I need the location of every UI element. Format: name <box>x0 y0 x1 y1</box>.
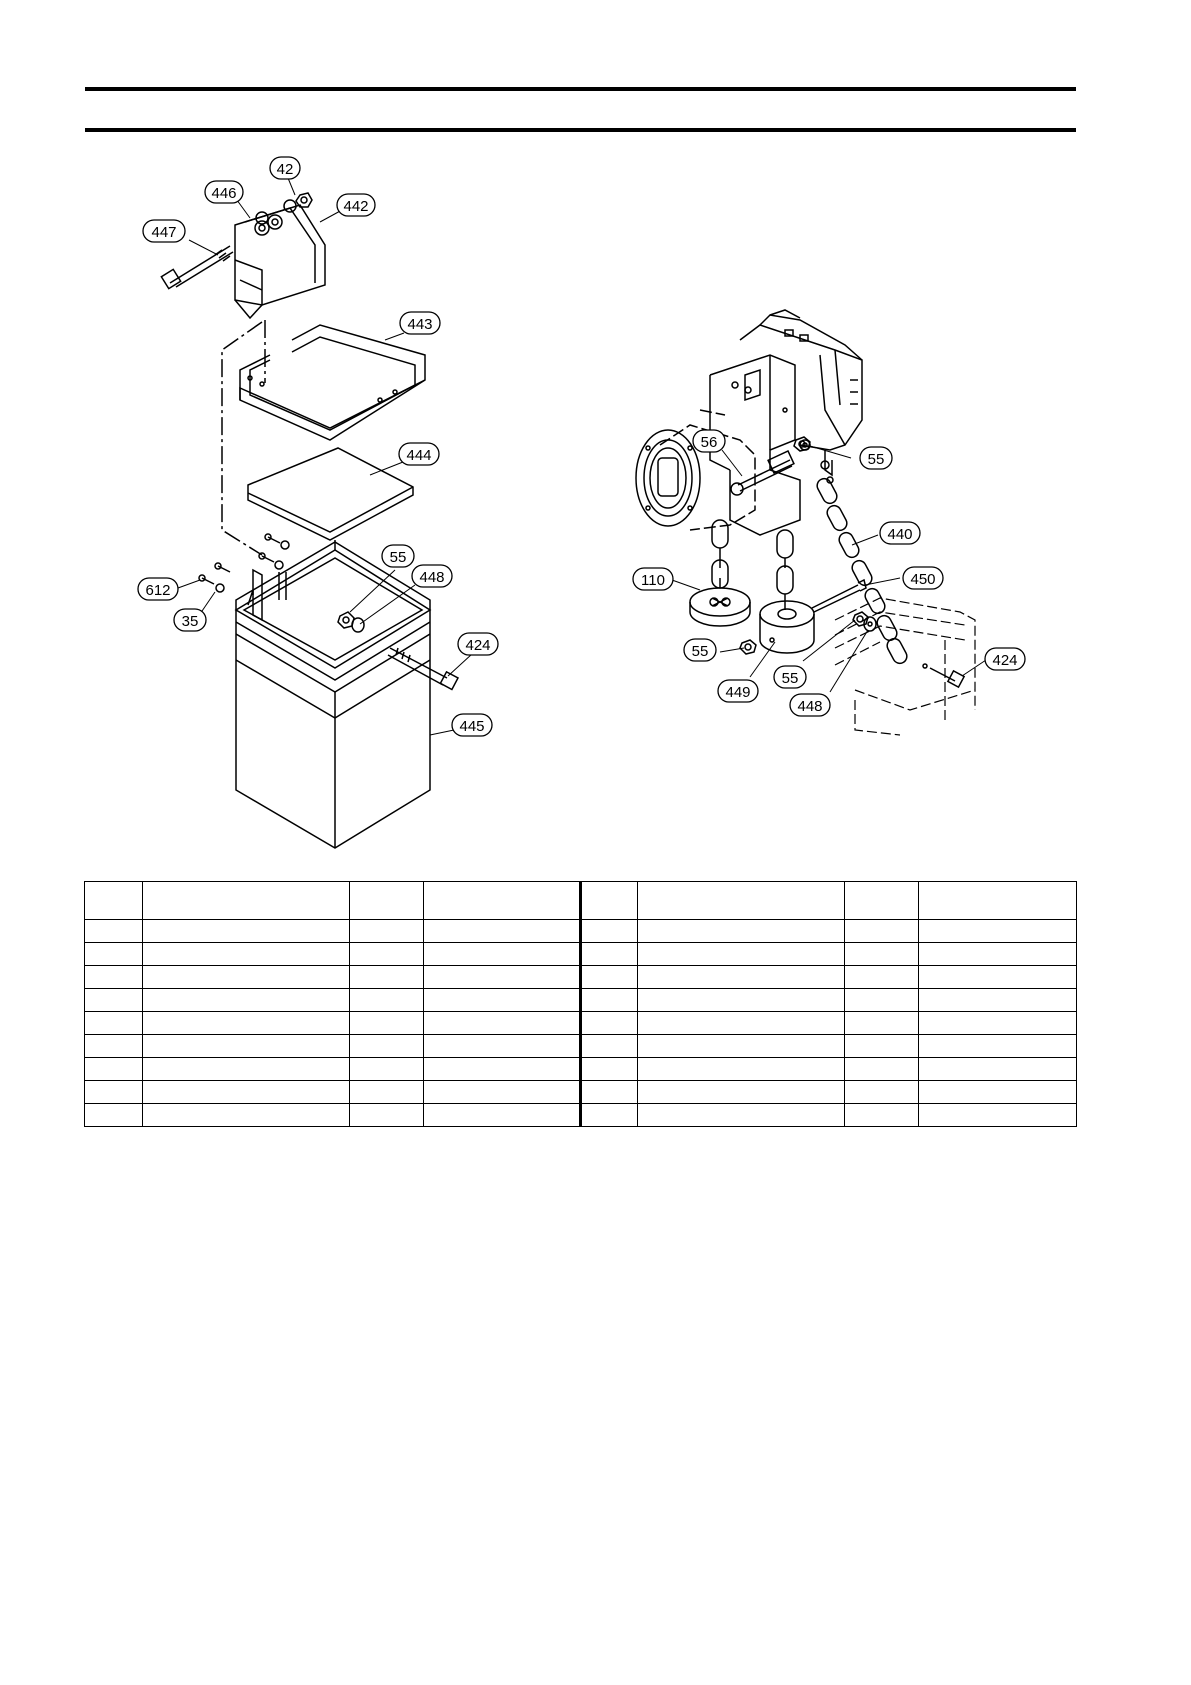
table-cell <box>143 882 350 920</box>
nut-55-right <box>853 612 876 631</box>
table-cell <box>424 943 581 966</box>
table-cell <box>845 1012 919 1035</box>
table-cell <box>424 1035 581 1058</box>
svg-text:444: 444 <box>406 447 432 464</box>
table-cell <box>85 1081 143 1104</box>
svg-text:447: 447 <box>151 224 177 241</box>
table-cell <box>845 1104 919 1127</box>
table-cell <box>845 882 919 920</box>
table-cell <box>424 920 581 943</box>
table-cell <box>143 920 350 943</box>
svg-text:424: 424 <box>465 637 491 654</box>
table-cell <box>350 943 424 966</box>
table-cell <box>350 1058 424 1081</box>
table-cell <box>85 920 143 943</box>
table-cell <box>143 966 350 989</box>
svg-text:55: 55 <box>867 451 885 468</box>
table-cell <box>919 1081 1077 1104</box>
table-cell <box>350 966 424 989</box>
plate-444 <box>248 448 413 540</box>
table-cell <box>845 1081 919 1104</box>
table-cell <box>581 1081 638 1104</box>
callout-449 <box>718 680 758 702</box>
svg-text:55: 55 <box>781 670 799 687</box>
callout-110 <box>633 568 673 590</box>
table-cell <box>143 1081 350 1104</box>
table-cell <box>85 1058 143 1081</box>
table-cell <box>424 1081 581 1104</box>
table-cell <box>350 920 424 943</box>
svg-text:442: 442 <box>343 198 369 215</box>
table-cell <box>143 1035 350 1058</box>
callout-448-right <box>790 694 830 716</box>
table-cell <box>350 1012 424 1035</box>
callout-446 <box>205 181 243 203</box>
svg-text:55: 55 <box>389 549 407 566</box>
table-cell <box>581 966 638 989</box>
svg-text:448: 448 <box>419 569 445 586</box>
table-cell <box>85 943 143 966</box>
table-cell <box>638 943 845 966</box>
table-cell <box>85 882 143 920</box>
svg-text:55: 55 <box>691 643 709 660</box>
svg-text:445: 445 <box>459 718 485 735</box>
table-cell <box>581 1058 638 1081</box>
table-cell <box>919 1035 1077 1058</box>
callout-55-upper <box>860 447 892 469</box>
callout-55 <box>382 545 414 567</box>
table-cell <box>638 920 845 943</box>
table-cell <box>845 966 919 989</box>
table-cell <box>350 1035 424 1058</box>
callout-450 <box>903 567 943 589</box>
table-cell <box>581 1035 638 1058</box>
table-cell <box>638 1104 845 1127</box>
table-cell <box>85 1104 143 1127</box>
hoist-body <box>636 310 862 535</box>
table-cell <box>424 882 581 920</box>
svg-text:450: 450 <box>910 571 936 588</box>
chain-middle <box>777 530 793 610</box>
table-cell <box>581 989 638 1012</box>
svg-text:443: 443 <box>407 316 433 333</box>
chain-440 <box>815 476 913 666</box>
table-cell <box>919 966 1077 989</box>
table-cell <box>350 882 424 920</box>
callout-440 <box>880 522 920 544</box>
table-cell <box>424 1012 581 1035</box>
svg-text:449: 449 <box>725 684 751 701</box>
svg-text:440: 440 <box>887 526 913 543</box>
bolt-56 <box>731 451 794 495</box>
table-cell <box>85 966 143 989</box>
svg-text:446: 446 <box>211 185 237 202</box>
table-cell <box>638 966 845 989</box>
table-cell <box>143 1104 350 1127</box>
callout-35 <box>174 609 206 631</box>
table-cell <box>845 920 919 943</box>
table-cell <box>581 882 638 920</box>
table-cell <box>424 1058 581 1081</box>
bolt-424-right <box>923 664 964 687</box>
table-row <box>85 920 1077 943</box>
svg-text:35: 35 <box>181 613 199 630</box>
callout-612 <box>138 578 178 600</box>
callout-443 <box>400 312 440 334</box>
nut-55-left <box>338 612 364 632</box>
table-row <box>85 1035 1077 1058</box>
table-row <box>85 966 1077 989</box>
table-cell <box>143 943 350 966</box>
table-cell <box>845 989 919 1012</box>
table-cell <box>85 1012 143 1035</box>
table-row <box>85 1058 1077 1081</box>
table-cell <box>638 1058 845 1081</box>
table-cell <box>919 1058 1077 1081</box>
table-cell <box>845 943 919 966</box>
table-cell <box>919 882 1077 920</box>
table-cell <box>845 1035 919 1058</box>
parts-table <box>84 881 1077 1127</box>
svg-text:42: 42 <box>276 161 294 178</box>
table-cell <box>424 966 581 989</box>
svg-text:56: 56 <box>700 434 718 451</box>
table-cell <box>143 989 350 1012</box>
svg-text:448: 448 <box>797 698 823 715</box>
callout-42 <box>270 157 300 179</box>
table-cell <box>581 1012 638 1035</box>
callout-445 <box>452 714 492 736</box>
callout-447 <box>143 220 185 242</box>
nut-42 <box>296 193 312 207</box>
bolt-424-left <box>388 648 458 689</box>
table-cell <box>638 989 845 1012</box>
table-row <box>85 943 1077 966</box>
callout-442 <box>337 194 375 216</box>
callout-424-right <box>985 648 1025 670</box>
callout-56 <box>693 430 725 452</box>
table-cell <box>919 989 1077 1012</box>
callout-424 <box>458 633 498 655</box>
table-cell <box>85 989 143 1012</box>
table-cell <box>581 920 638 943</box>
weight-110 <box>690 588 750 626</box>
table-cell <box>350 989 424 1012</box>
container-445 <box>236 540 430 848</box>
table-cell <box>350 1081 424 1104</box>
table-cell <box>919 920 1077 943</box>
table-cell <box>85 1035 143 1058</box>
stopper-449 <box>760 601 814 653</box>
svg-text:110: 110 <box>641 572 665 589</box>
table-row <box>85 1081 1077 1104</box>
table-cell <box>919 1012 1077 1035</box>
bolt-447 <box>161 246 233 289</box>
table-row <box>85 1012 1077 1035</box>
table-cell <box>350 1104 424 1127</box>
table-cell <box>143 1058 350 1081</box>
container-outline-dashed <box>835 598 975 735</box>
table-cell <box>424 1104 581 1127</box>
table-row <box>85 989 1077 1012</box>
table-cell <box>581 943 638 966</box>
small-screws <box>199 534 289 592</box>
svg-text:424: 424 <box>992 652 1018 669</box>
table-cell <box>143 1012 350 1035</box>
callout-55-lower <box>684 639 716 661</box>
callout-448 <box>412 565 452 587</box>
table-cell <box>424 989 581 1012</box>
callout-444 <box>399 443 439 465</box>
nut-55-lower <box>740 640 756 654</box>
svg-text:612: 612 <box>145 582 171 599</box>
table-cell <box>581 1104 638 1127</box>
table-cell <box>638 1035 845 1058</box>
chain-left <box>712 520 728 588</box>
pin-450 <box>812 580 866 612</box>
table-cell <box>919 1104 1077 1127</box>
table-cell <box>919 943 1077 966</box>
table-cell <box>638 882 845 920</box>
table-cell <box>638 1081 845 1104</box>
callout-55-right <box>774 666 806 688</box>
alignment-line <box>222 320 265 555</box>
table-row <box>85 1104 1077 1127</box>
table-cell <box>638 1012 845 1035</box>
table-header-row <box>85 882 1077 920</box>
frame-443 <box>240 325 425 440</box>
table-cell <box>845 1058 919 1081</box>
